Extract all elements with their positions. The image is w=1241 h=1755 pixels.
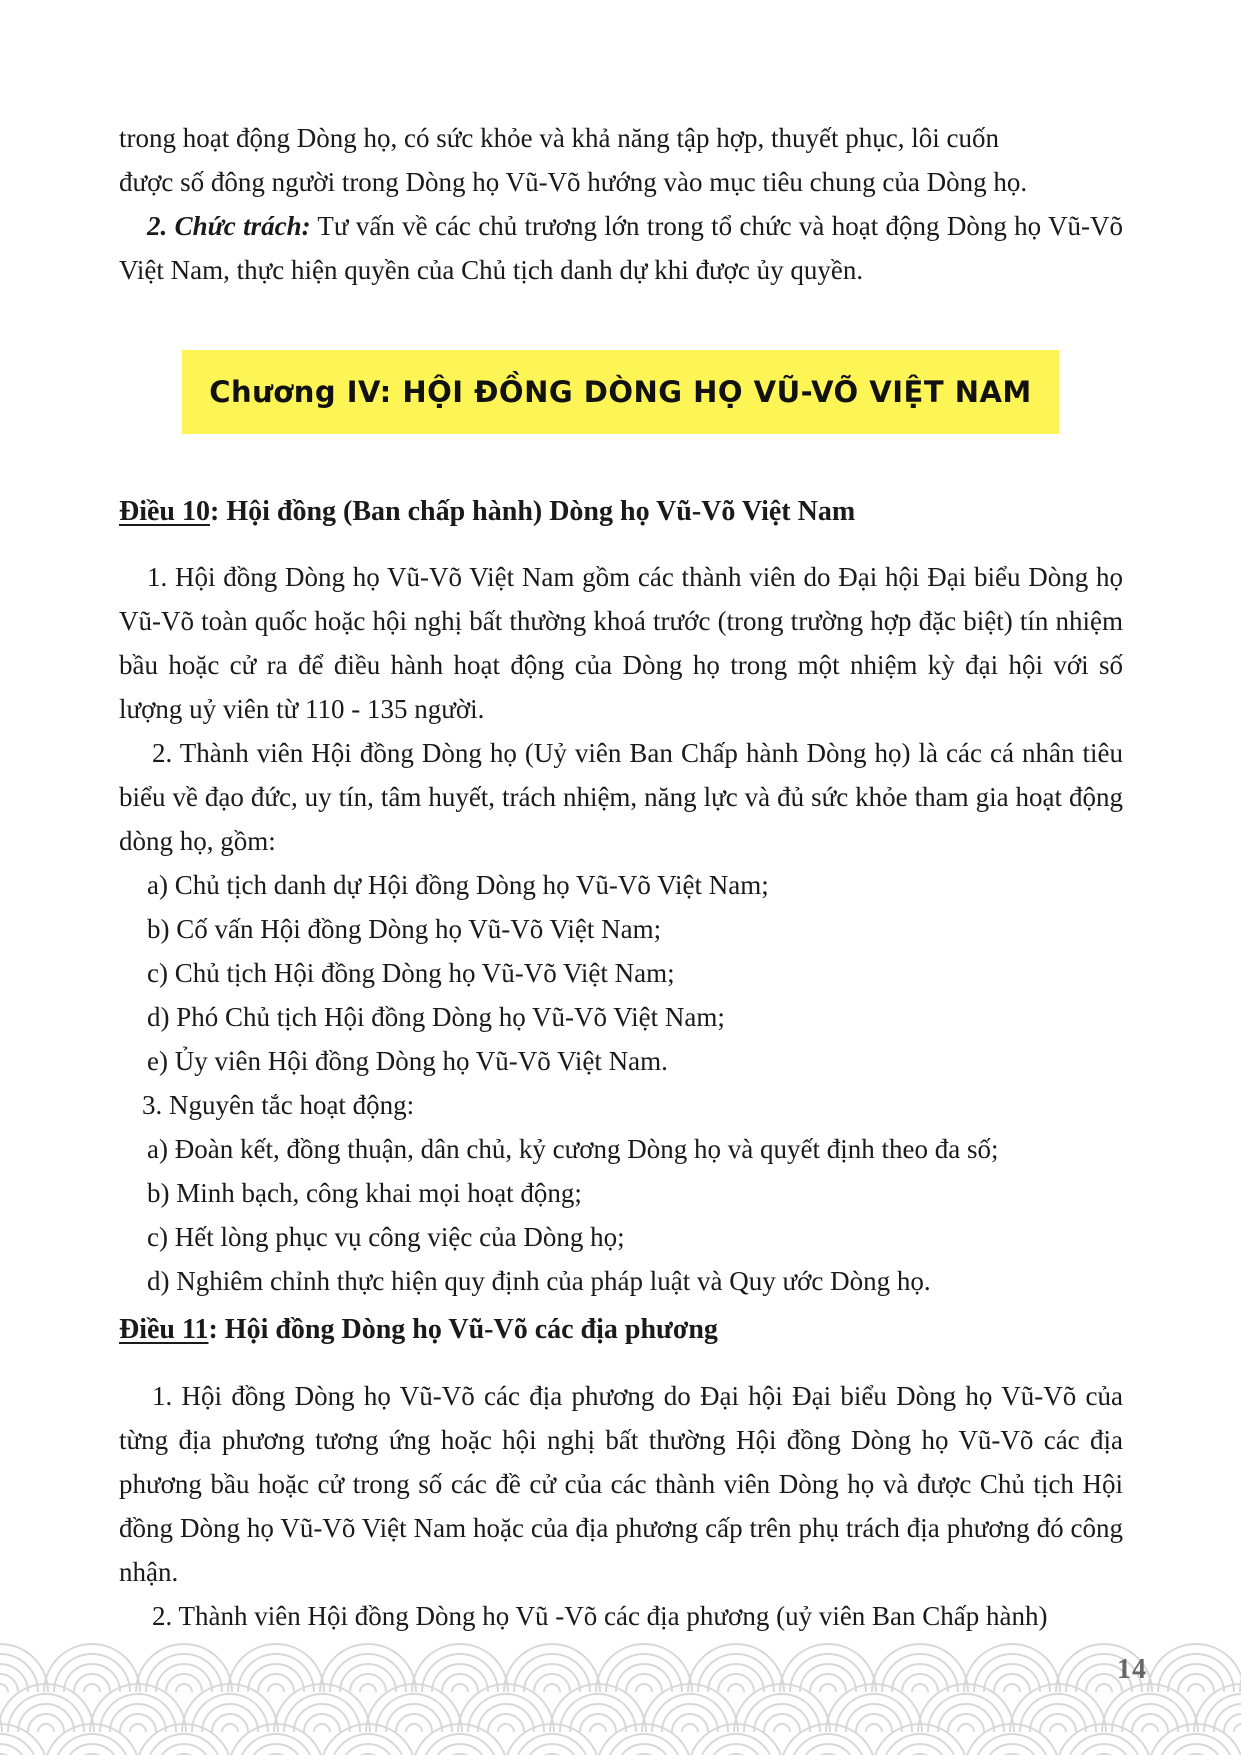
wave-arc [228,1724,324,1755]
wave-arc [0,1674,18,1692]
wave-arc [504,1724,600,1755]
wave-arc [570,1704,626,1732]
article-11-paragraph-2: 2. Thành viên Hội đồng Dòng họ Vũ -Võ các địa phương (uỷ viên Ban Chấp hành) [152,1601,1048,1631]
wave-arc [176,1684,192,1692]
wave-arc [130,1724,146,1732]
wave-arc [268,1684,284,1692]
wave-arc [18,1704,74,1732]
wave-arc [688,1724,784,1755]
page-number: 14 [1117,1654,1147,1685]
wave-arc [156,1664,212,1692]
wave-arc [1168,1664,1224,1692]
wave-arc [590,1724,606,1732]
wave-arc [1122,1704,1178,1732]
wave-arc [774,1724,790,1732]
duty-text: Tư vấn về các chủ trương lớn trong tổ chức và hoạt động Dòng họ Vũ-Võ Việt Nam, thực hiện quyền của Chủ tịch danh dự khi được ủy quyền. [119,211,1123,285]
wave-arc [728,1684,744,1692]
wave-arc [406,1724,422,1732]
wave-arc [1050,1724,1066,1732]
wave-arc [340,1664,396,1692]
wave-arc [846,1704,902,1732]
intro-section [119,116,1123,292]
chapter-heading-box [182,350,1059,434]
member-item-c: c) Chủ tịch Hội đồng Dòng họ Vũ-Võ Việt Nam; [147,958,675,988]
wave-arc [754,1704,810,1732]
wave-arc [432,1664,488,1692]
wave-arc [892,1664,948,1692]
wave-arc [524,1664,580,1692]
principle-item-c: c) Hết lòng phục vụ công việc của Dòng họ; [147,1222,625,1252]
wave-arc [1188,1684,1204,1692]
wave-arc [1030,1704,1086,1732]
principle-item-d: d) Nghiêm chỉnh thực hiện quy định của pháp luật và Quy ước Dòng họ. [147,1266,931,1296]
wave-arc [1142,1724,1158,1732]
principle-item-b: b) Minh bạch, công khai mọi hoạt động; [147,1178,582,1208]
wave-arc [202,1704,258,1732]
article-11-body [119,1374,1123,1638]
wave-arc [110,1704,166,1732]
article-10-body [119,555,1123,1303]
wave-arc [320,1724,416,1755]
wave-arc [780,1724,876,1755]
wave-arc [1224,1714,1241,1732]
wave-arc [386,1704,442,1732]
article-10-paragraph-3: 3. Nguyên tắc hoạt động: [142,1090,415,1120]
wave-arc [964,1724,1060,1755]
wave-arc [64,1664,120,1692]
wave-arc [616,1664,672,1692]
wave-arc [1214,1704,1241,1732]
intro-line-1: trong hoạt động Dòng họ, có sức khỏe và khả năng tập hợp, thuyết phục, lôi cuốn [119,123,999,153]
wave-arc [478,1704,534,1732]
member-item-b: b) Cố vấn Hội đồng Dòng họ Vũ-Võ Việt Nam; [147,914,662,944]
wave-arc [1056,1724,1152,1755]
chapter-title: Chương IV: HỘI ĐỒNG DÒNG HỌ VŨ-VÕ VIỆT NAM [209,375,1032,409]
article-10-paragraph-2: 2. Thành viên Hội đồng Dòng họ (Uỷ viên Ban Chấp hành Dòng họ) là các cá nhân tiêu biểu về đạo đức, uy tín, tâm huyết, trách nhiệm, năng lực và đủ sức khỏe tham gia hoạt động dòng họ, gồm: [119,738,1123,856]
wave-arc [820,1684,836,1692]
wave-arc [44,1724,140,1755]
article-11-heading [119,1314,718,1346]
article-11-number: Điều 11 [119,1314,209,1345]
wave-arc [0,1664,28,1692]
wave-arc [800,1664,856,1692]
wave-arc [984,1664,1040,1692]
article-10-heading [119,496,855,528]
wave-arc [682,1724,698,1732]
wave-arc [872,1724,968,1755]
wave-arc [84,1684,100,1692]
wave-arc [0,1744,28,1755]
wave-arc [866,1724,882,1732]
principle-item-a: a) Đoàn kết, đồng thuận, dân chủ, kỷ cương Dòng họ và quyết định theo đa số; [147,1134,999,1164]
wave-arc [412,1724,508,1755]
wave-arc [136,1724,232,1755]
wave-arc [938,1704,994,1732]
article-11-title: : Hội đồng Dòng họ Vũ-Võ các địa phương [208,1314,718,1345]
article-10-title: : Hội đồng (Ban chấp hành) Dòng họ Vũ-Võ Việt Nam [210,496,856,527]
article-10-number: Điều 10 [119,496,210,527]
wave-arc [498,1724,514,1732]
wave-arc [452,1684,468,1692]
wave-arc [636,1684,652,1692]
wave-arc [912,1684,928,1692]
wave-arc [1234,1724,1241,1732]
wave-arc [958,1724,974,1732]
wave-arc [1096,1684,1112,1692]
wave-arc [662,1704,718,1732]
footer-wave-pattern [0,1640,1241,1755]
member-item-d: d) Phó Chủ tịch Hội đồng Dòng họ Vũ-Võ Việt Nam; [147,1002,725,1032]
wave-arc [544,1684,560,1692]
article-10-paragraph-1: 1. Hội đồng Dòng họ Vũ-Võ Việt Nam gồm các thành viên do Đại hội Đại biểu Dòng họ Vũ-Võ toàn quốc hoặc hội nghị bất thường khoá trước (trong trường hợp đặc biệt) tín nhiệm bầu hoặc cử ra để điều hành hoạt động của Dòng họ trong một nhiệm kỳ đại hội với số lượng uỷ viên từ 110 - 135 người. [119,562,1123,724]
wave-arc [248,1664,304,1692]
article-11-paragraph-1: 1. Hội đồng Dòng họ Vũ-Võ các địa phương do Đại hội Đại biểu Dòng họ Vũ-Võ của từng địa phương tương ứng hoặc hội nghị bất thường Hội đồng Dòng họ Vũ-Võ các địa phương bầu hoặc cử trong số các đề cử của các thành viên Dòng họ và được Chủ tịch Hội đồng Dòng họ Vũ-Võ Việt Nam hoặc của địa phương cấp trên phụ trách địa phương đó công nhận. [119,1381,1123,1587]
wave-arc [0,1684,8,1692]
wave-arc [222,1724,238,1732]
intro-line-2: được số đông người trong Dòng họ Vũ-Võ hướng vào mục tiêu chung của Dòng họ. [119,167,1028,197]
wave-arc [294,1704,350,1732]
member-item-e: e) Ủy viên Hội đồng Dòng họ Vũ-Võ Việt Nam. [147,1046,668,1076]
wave-arc [314,1724,330,1732]
wave-arc [38,1724,54,1732]
wave-arc [360,1684,376,1692]
wave-arc [708,1664,764,1692]
wave-arc [596,1724,692,1755]
duty-paragraph [119,204,1123,292]
duty-label: 2. Chức trách: [147,211,311,241]
wave-arc [1004,1684,1020,1692]
member-item-a: a) Chủ tịch danh dự Hội đồng Dòng họ Vũ-Võ Việt Nam; [147,870,769,900]
